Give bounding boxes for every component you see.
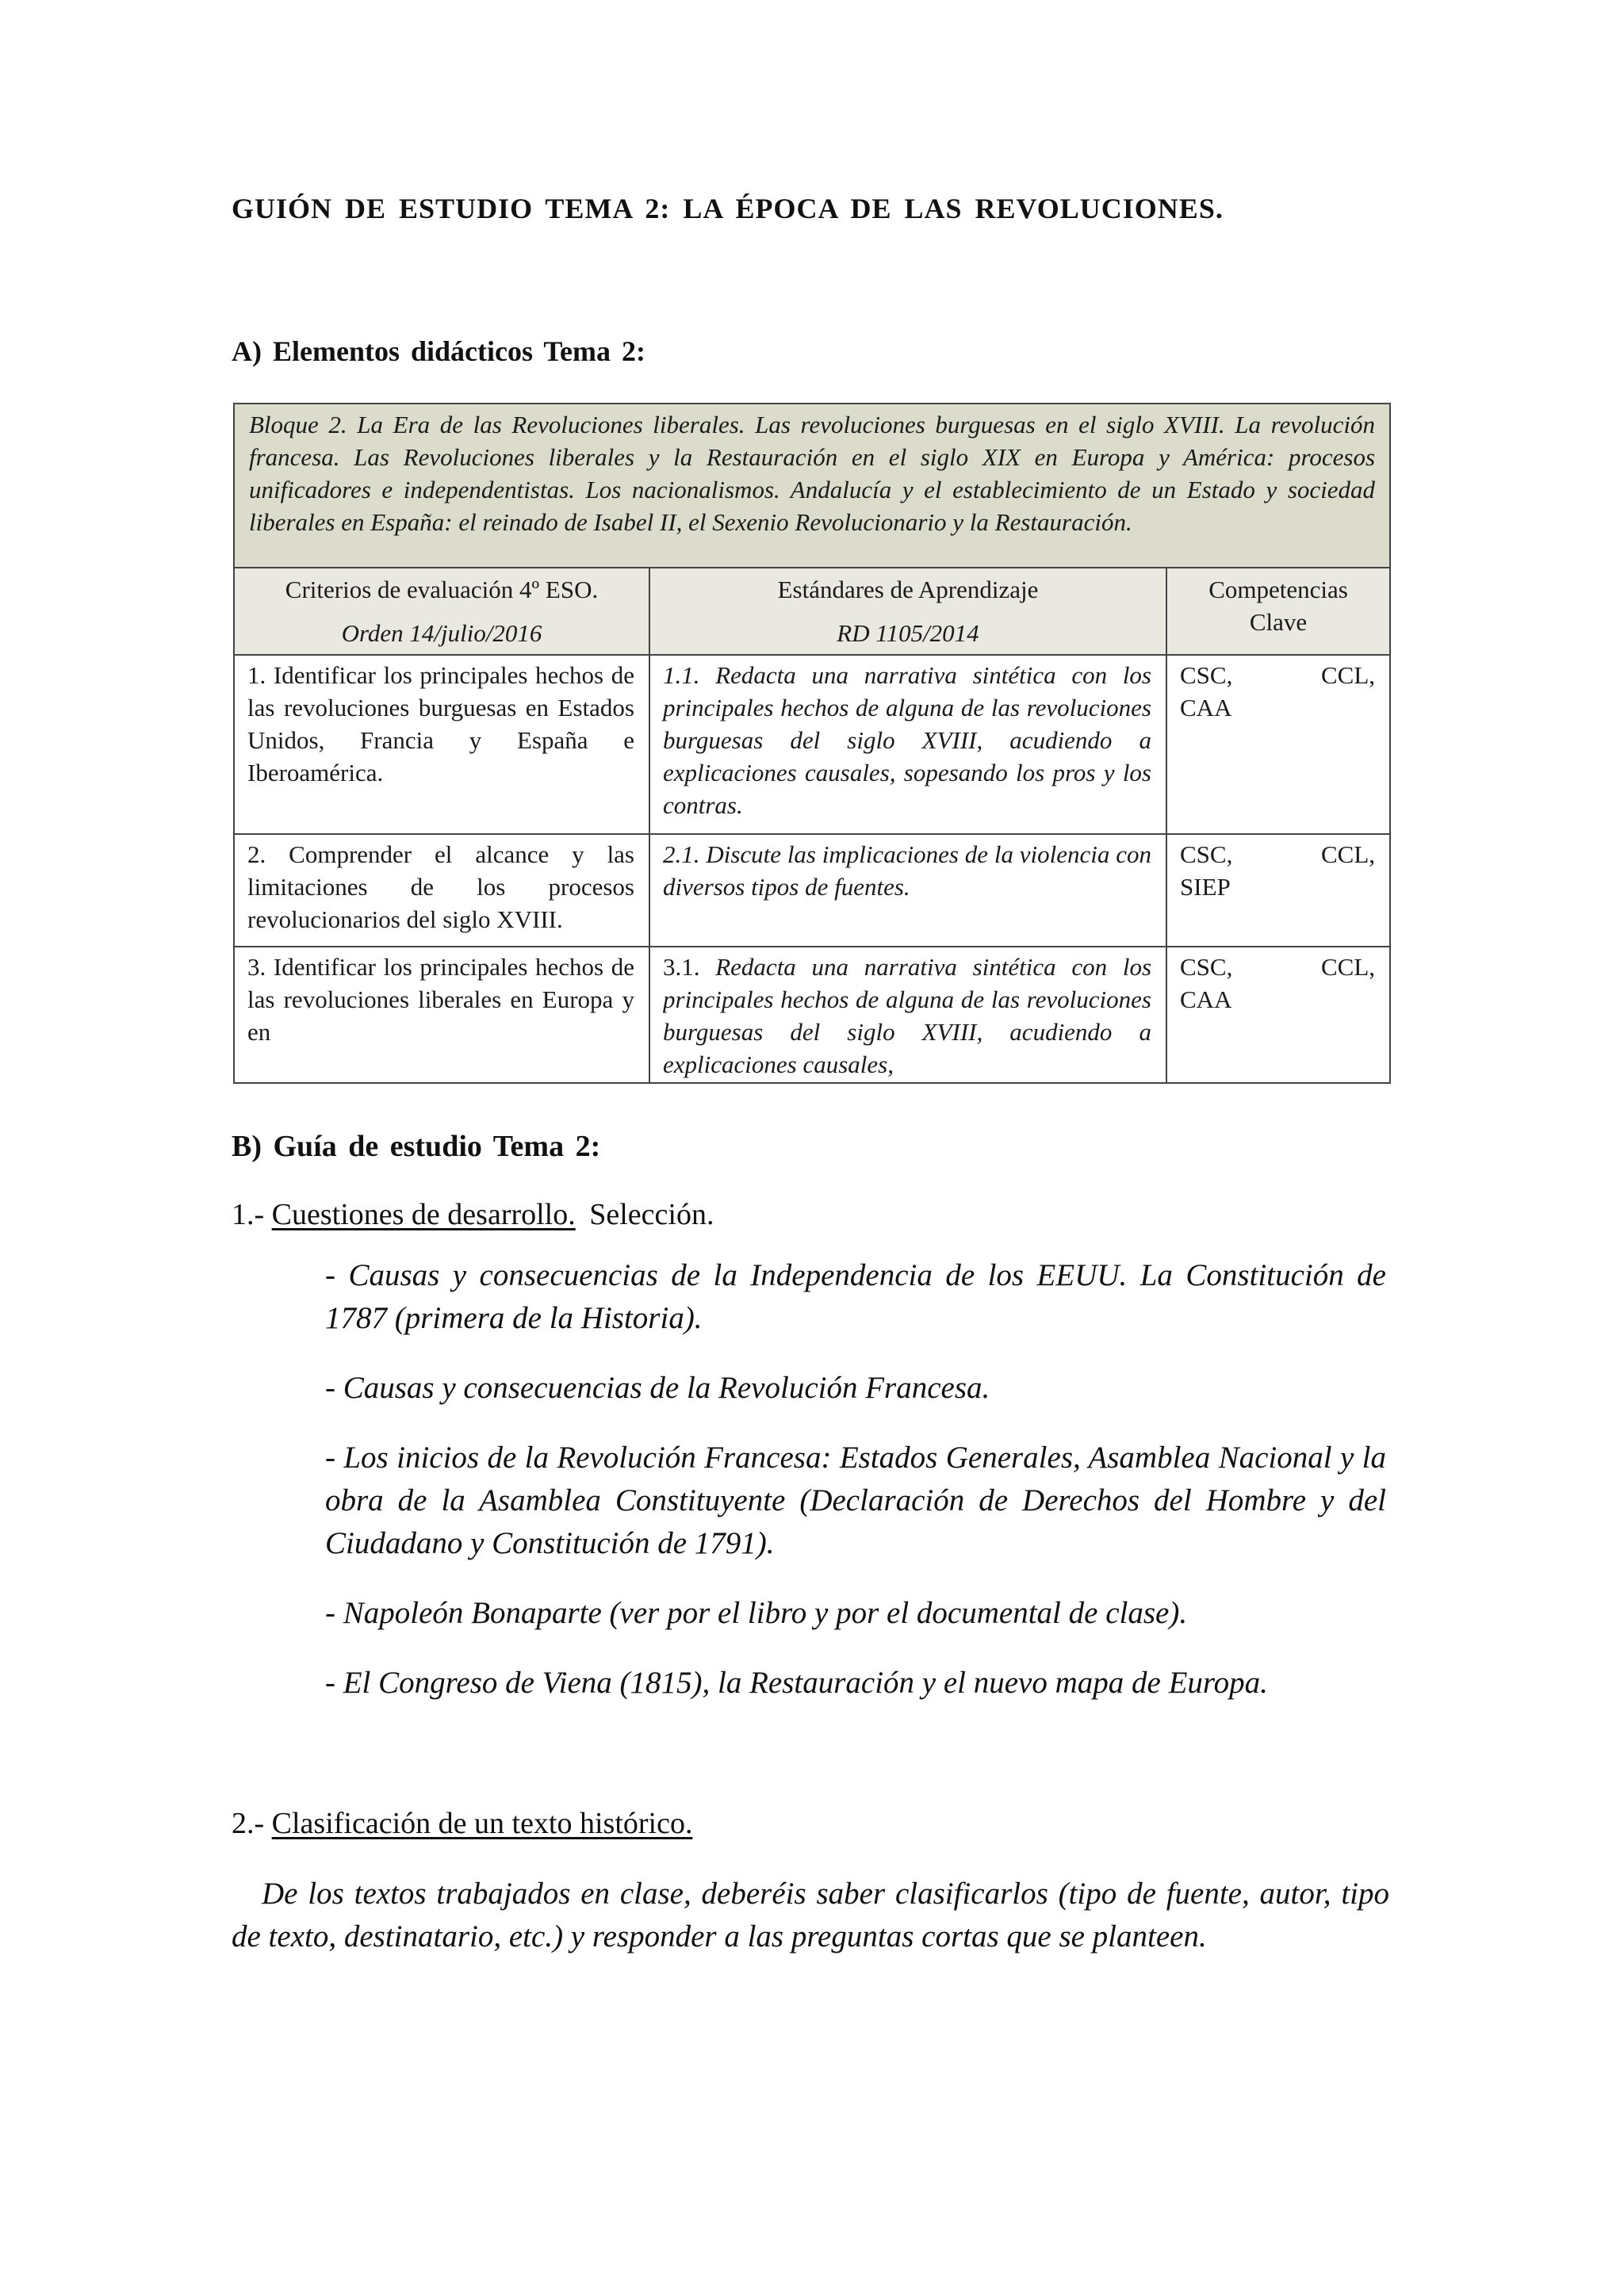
header-criterios-sub: Orden 14/julio/2016 bbox=[341, 619, 542, 647]
competencia-tag: CAA bbox=[1180, 985, 1232, 1013]
bloque-description: Bloque 2. La Era de las Revoluciones liberales. Las revoluciones burguesas en el siglo XVIII. La revolución francesa. Las Revoluciones liberales y la Restauración en el siglo XIX en Europa y América: procesos unificadores e independentistas. Los nacionalismos. Andalucía y el establecimiento de un Estado y sociedad liberales en España: el reinado de Isabel II, el Sexenio Revolucionario y la Restauración. bbox=[234, 404, 1390, 568]
list-item: - Los inicios de la Revolución Francesa: Estados Generales, Asamblea Nacional y la obra de la Asamblea Constituyente (Declaración de Derechos del Hombre y del Ciudadano y Constitución de 1791). bbox=[325, 1441, 1386, 1560]
list-item: - El Congreso de Viena (1815), la Restauración y el nuevo mapa de Europa. bbox=[325, 1666, 1268, 1700]
header-estandares bbox=[649, 568, 1166, 655]
section-a-heading: A) Elementos didácticos Tema 2: bbox=[232, 335, 645, 367]
competencia-tag: CSC, bbox=[1180, 661, 1233, 689]
question-1-list bbox=[325, 1254, 1386, 1732]
header-competencias bbox=[1166, 568, 1390, 655]
estandar-cell: 2.1. Discute las implicaciones de la violencia con diversos tipos de fuentes. bbox=[649, 834, 1166, 947]
list-item: - Napoleón Bonaparte (ver por el libro y por el documental de clase). bbox=[325, 1596, 1188, 1630]
criterio-text: 3. Identificar los principales hechos de las revoluciones liberales en Europa y en bbox=[247, 953, 634, 1046]
competencia-tag: CCL, bbox=[1320, 840, 1376, 868]
table-row bbox=[234, 834, 1390, 947]
header-criterios bbox=[234, 568, 649, 655]
question-1-title: Cuestiones de desarrollo. bbox=[271, 1198, 576, 1231]
header-estandares-label: Estándares de Aprendizaje bbox=[777, 576, 1039, 603]
page-title: GUIÓN DE ESTUDIO TEMA 2: LA ÉPOCA DE LAS REVOLUCIONES. bbox=[232, 193, 1224, 224]
competencias-cell bbox=[1166, 834, 1390, 947]
header-competencias-label: Competencias Clave bbox=[1208, 576, 1348, 636]
question-1-suffix: Selección. bbox=[589, 1198, 714, 1231]
estandar-number: 3.1. bbox=[663, 953, 700, 981]
competencia-tag: CAA bbox=[1180, 694, 1232, 721]
didactic-elements-table bbox=[233, 403, 1389, 1084]
estandar-body: Redacta una narrativa sintética con los principales hechos de alguna de las revoluciones burguesas del siglo XVIII, acudiendo a explicaciones causales, bbox=[663, 953, 1151, 1078]
competencia-tag: CCL, bbox=[1320, 953, 1376, 981]
criterio-cell: 2. Comprender el alcance y las limitaciones de los procesos revolucionarios del siglo XVIII. bbox=[234, 834, 649, 947]
table-row bbox=[234, 655, 1390, 834]
competencia-tag: SIEP bbox=[1180, 873, 1231, 901]
question-2-number: 2.- bbox=[232, 1807, 265, 1840]
header-criterios-label: Criterios de evaluación 4º ESO. bbox=[285, 576, 599, 603]
criterio-cell bbox=[234, 947, 649, 1083]
question-2-title: Clasificación de un texto histórico. bbox=[271, 1807, 693, 1840]
competencias-cell bbox=[1166, 655, 1390, 834]
estandar-cell: 1.1. Redacta una narrativa sintética con los principales hechos de alguna de las revoluciones burguesas del siglo XVIII, acudiendo a explicaciones causales, sopesando los pros y los contras. bbox=[649, 655, 1166, 834]
header-estandares-sub: RD 1105/2014 bbox=[837, 619, 979, 647]
list-item: - Causas y consecuencias de la Revolución Francesa. bbox=[325, 1371, 990, 1405]
estandar-text bbox=[663, 951, 1151, 1079]
section-b-heading: B) Guía de estudio Tema 2: bbox=[232, 1130, 601, 1163]
competencias-cell bbox=[1166, 947, 1390, 1083]
question-2-body: De los textos trabajados en clase, deberéis saber clasificarlos (tipo de fuente, autor, tipo de texto, destinatario, etc.) y responder a las preguntas cortas que se planteen. bbox=[232, 1877, 1389, 1954]
competencia-tag: CSC, bbox=[1180, 953, 1233, 981]
estandar-cell bbox=[649, 947, 1166, 1083]
list-item: - Causas y consecuencias de la Independencia de los EEUU. La Constitución de 1787 (primera de la Historia). bbox=[325, 1258, 1386, 1335]
competencia-tag: CCL, bbox=[1320, 661, 1376, 689]
criterio-cell: 1. Identificar los principales hechos de las revoluciones burguesas en Estados Unidos, Francia y España e Iberoamérica. bbox=[234, 655, 649, 834]
question-1-number: 1.- bbox=[232, 1198, 265, 1231]
curriculum-table bbox=[233, 403, 1391, 1084]
question-1-heading bbox=[232, 1197, 714, 1232]
table-row bbox=[234, 947, 1390, 1083]
question-2-heading bbox=[232, 1806, 692, 1841]
competencia-tag: CSC, bbox=[1180, 840, 1233, 868]
